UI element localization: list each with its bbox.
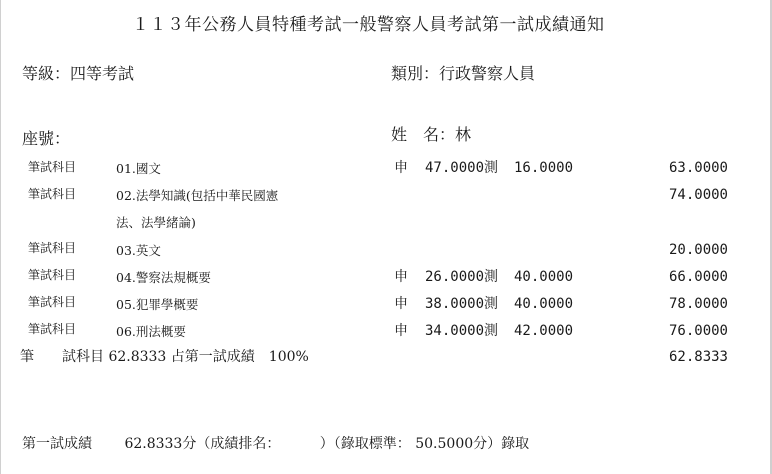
subject-name: 01.國文 <box>116 161 161 176</box>
score-part-2: 40.0000 <box>514 269 574 285</box>
subject-name: 03.英文 <box>116 243 161 258</box>
written-exam-weighted-total: 62.8333 <box>668 349 728 365</box>
subject-name: 06.刑法概要 <box>116 324 186 339</box>
score-part-2: 42.0000 <box>514 323 574 339</box>
score-part-1: 26.0000測 <box>425 269 499 285</box>
subject-total: 63.0000 <box>668 160 728 176</box>
row-label: 筆試科目 <box>28 160 77 174</box>
subject-total: 74.0000 <box>668 187 728 203</box>
subject-name-continuation: 法、法學緒論) <box>116 215 196 230</box>
score-mark: 申 <box>394 296 408 312</box>
category-label: 類別：行政警察人員 <box>391 64 536 83</box>
seat-number-label: 座號： <box>22 129 71 148</box>
row-label: 筆試科目 <box>28 322 77 336</box>
row-label: 筆試科目 <box>28 268 77 282</box>
subject-name: 02.法學知識(包括中華民國憲 <box>116 188 279 203</box>
score-part-1: 38.0000測 <box>425 296 499 312</box>
score-part-1: 34.0000測 <box>425 323 499 339</box>
score-mark: 申 <box>394 269 408 285</box>
score-part-2: 16.0000 <box>514 160 574 176</box>
subject-name: 04.警察法規概要 <box>116 270 211 285</box>
row-label: 筆試科目 <box>28 187 77 201</box>
score-mark: 申 <box>394 160 408 176</box>
candidate-name-label: 姓 名：林 <box>391 125 472 144</box>
document-title: １１３年公務人員特種考試一般警察人員考試第一試成績通知 <box>132 15 605 35</box>
subject-total: 66.0000 <box>668 269 728 285</box>
grade-label: 等級：四等考試 <box>22 64 135 83</box>
page-border-left <box>0 0 1 474</box>
subject-name: 05.犯罪學概要 <box>116 297 199 312</box>
subject-total: 76.0000 <box>668 323 728 339</box>
score-part-2: 40.0000 <box>514 296 574 312</box>
first-exam-result-line: 第一試成績 62.8333分（成績排名： ）（錄取標準： 50.5000分）錄取 <box>22 436 530 452</box>
written-exam-weight-summary: 筆 試科目 62.8333 占第一試成績 100% <box>20 349 309 365</box>
row-label: 筆試科目 <box>28 241 77 255</box>
score-part-1: 47.0000測 <box>425 160 499 176</box>
subject-total: 78.0000 <box>668 296 728 312</box>
score-mark: 申 <box>394 323 408 339</box>
row-label: 筆試科目 <box>28 295 77 309</box>
subject-total: 20.0000 <box>668 242 728 258</box>
